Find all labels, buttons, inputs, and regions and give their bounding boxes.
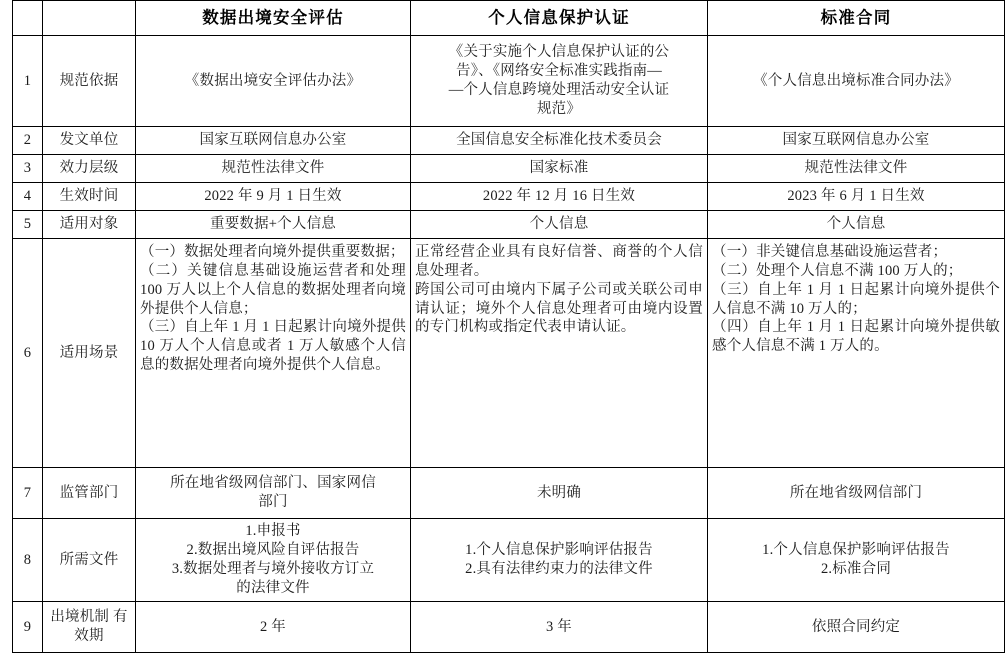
cell-assessment: 国家互联网信息办公室 — [136, 127, 411, 155]
row-index: 8 — [13, 519, 43, 602]
cell-assessment: 重要数据+个人信息 — [136, 211, 411, 239]
row-index: 1 — [13, 36, 43, 127]
table-row — [13, 36, 1005, 127]
cell-line: （三）自上年 1 月 1 日起累计向境外提供个人信息不满 10 万人的； — [712, 281, 1000, 317]
cell-line: （一）非关键信息基础设施运营者； — [712, 244, 948, 260]
cell-certification: 国家标准 — [411, 155, 708, 183]
table-row — [13, 155, 1005, 183]
row-index: 6 — [13, 239, 43, 468]
row-label — [43, 602, 136, 653]
cell-certification: 2022 年 12 月 16 日生效 — [411, 183, 708, 211]
cell-certification — [411, 36, 708, 127]
cell-line: （四）自上年 1 月 1 日起累计向境外提供敏感个人信息不满 1 万人的。 — [712, 319, 1000, 355]
cell-line: 正常经营企业具有良好信誉、商誉的个人信息处理者。 — [415, 244, 703, 279]
cell-line: 1.申报书 — [245, 523, 301, 540]
cell-standard-contract: 国家互联网信息办公室 — [708, 127, 1005, 155]
row-label: 发文单位 — [43, 127, 136, 155]
row-label-line: 出境机制 — [50, 609, 110, 626]
cell-line: （三）自上年 1 月 1 日起累计向境外提供 10 万人个人信息或者 1 万人敏感个人信息的数据处理者向境外提供个人信息。 — [140, 319, 406, 374]
cell-line: （二）关键信息基础设施运营者和处理 100 万人以上个人信息的数据处理者向境外提供个人信息； — [140, 262, 406, 317]
cell-line: 告》、《网络安全标准实践指南— — [456, 63, 662, 80]
table-row — [13, 211, 1005, 239]
cell-standard-contract: 依照合同约定 — [708, 602, 1005, 653]
cell-standard-contract — [708, 239, 1005, 468]
cell-line: —个人信息跨境处理活动安全认证 — [448, 82, 670, 98]
cell-assessment — [136, 36, 411, 127]
row-index: 9 — [13, 602, 43, 653]
row-label: 所需文件 — [43, 519, 136, 602]
cell-line: 跨国公司可由境内下属子公司或关联公司申请认证；境外个人信息处理者可由境内设置的专门机构或指定代表申请认证。 — [415, 281, 703, 336]
table-body — [13, 36, 1005, 653]
row-index: 4 — [13, 183, 43, 211]
cell-assessment — [136, 468, 411, 519]
cell-line: 1.个人信息保护影响评估报告 — [762, 542, 950, 559]
cell-assessment: 2 年 — [136, 602, 411, 653]
table-row — [13, 468, 1005, 519]
row-label-line: 有效期 — [74, 609, 128, 644]
row-label: 规范依据 — [43, 36, 136, 127]
header-row — [13, 1, 1005, 36]
table-row — [13, 239, 1005, 468]
cell-line: 2.具有法律约束力的法律文件 — [465, 561, 653, 577]
table-row — [13, 602, 1005, 653]
row-label: 效力层级 — [43, 155, 136, 183]
row-label: 监管部门 — [43, 468, 136, 519]
cell-standard-contract — [708, 519, 1005, 602]
cell-line: 2.标准合同 — [820, 561, 892, 577]
row-label: 适用对象 — [43, 211, 136, 239]
cell-line: （一）数据处理者向境外提供重要数据； — [140, 244, 405, 260]
cell-certification — [411, 239, 708, 468]
table-row — [13, 519, 1005, 602]
cell-certification: 未明确 — [411, 468, 708, 519]
row-label: 适用场景 — [43, 239, 136, 468]
table-row — [13, 127, 1005, 155]
cell-line: 《关于实施个人信息保护认证的公 — [448, 44, 670, 61]
cell-line: 2.数据出境风险自评估报告 — [186, 542, 360, 559]
row-index: 7 — [13, 468, 43, 519]
cell-certification: 个人信息 — [411, 211, 708, 239]
cell-assessment: 2022 年 9 月 1 日生效 — [136, 183, 411, 211]
cell-line: （二）处理个人信息不满 100 万人的； — [712, 262, 963, 279]
cell-line: 《个人信息出境标准合同办法》 — [753, 72, 959, 89]
cell-standard-contract: 个人信息 — [708, 211, 1005, 239]
cell-assessment — [136, 239, 411, 468]
header-col-certification: 个人信息保护认证 — [411, 1, 708, 36]
table-header — [13, 1, 1005, 36]
cell-certification: 全国信息安全标准化技术委员会 — [411, 127, 708, 155]
cell-standard-contract: 2023 年 6 月 1 日生效 — [708, 183, 1005, 211]
cell-certification — [411, 519, 708, 602]
cell-line: 1.个人信息保护影响评估报告 — [465, 542, 653, 559]
cell-line: 3.数据处理者与境外接收方订立 — [171, 561, 375, 577]
cell-standard-contract — [708, 36, 1005, 127]
cell-line: 规范》 — [536, 100, 582, 117]
cell-standard-contract: 规范性法律文件 — [708, 155, 1005, 183]
cell-line: 的法律文件 — [236, 579, 310, 596]
row-index: 5 — [13, 211, 43, 239]
cell-line: 部门 — [258, 494, 288, 510]
row-label: 生效时间 — [43, 183, 136, 211]
header-col-assessment: 数据出境安全评估 — [136, 1, 411, 36]
row-index: 3 — [13, 155, 43, 183]
row-index: 2 — [13, 127, 43, 155]
cell-standard-contract: 所在地省级网信部门 — [708, 468, 1005, 519]
cell-certification: 3 年 — [411, 602, 708, 653]
table-row — [13, 183, 1005, 211]
cell-line: 所在地省级网信部门、国家网信 — [170, 475, 376, 492]
header-index-blank — [13, 1, 43, 36]
header-label-blank — [43, 1, 136, 36]
header-col-standard-contract: 标准合同 — [708, 1, 1005, 36]
cell-assessment: 规范性法律文件 — [136, 155, 411, 183]
comparison-table — [12, 0, 1005, 653]
cell-line: 《数据出境安全评估办法》 — [184, 72, 362, 89]
cell-assessment — [136, 519, 411, 602]
